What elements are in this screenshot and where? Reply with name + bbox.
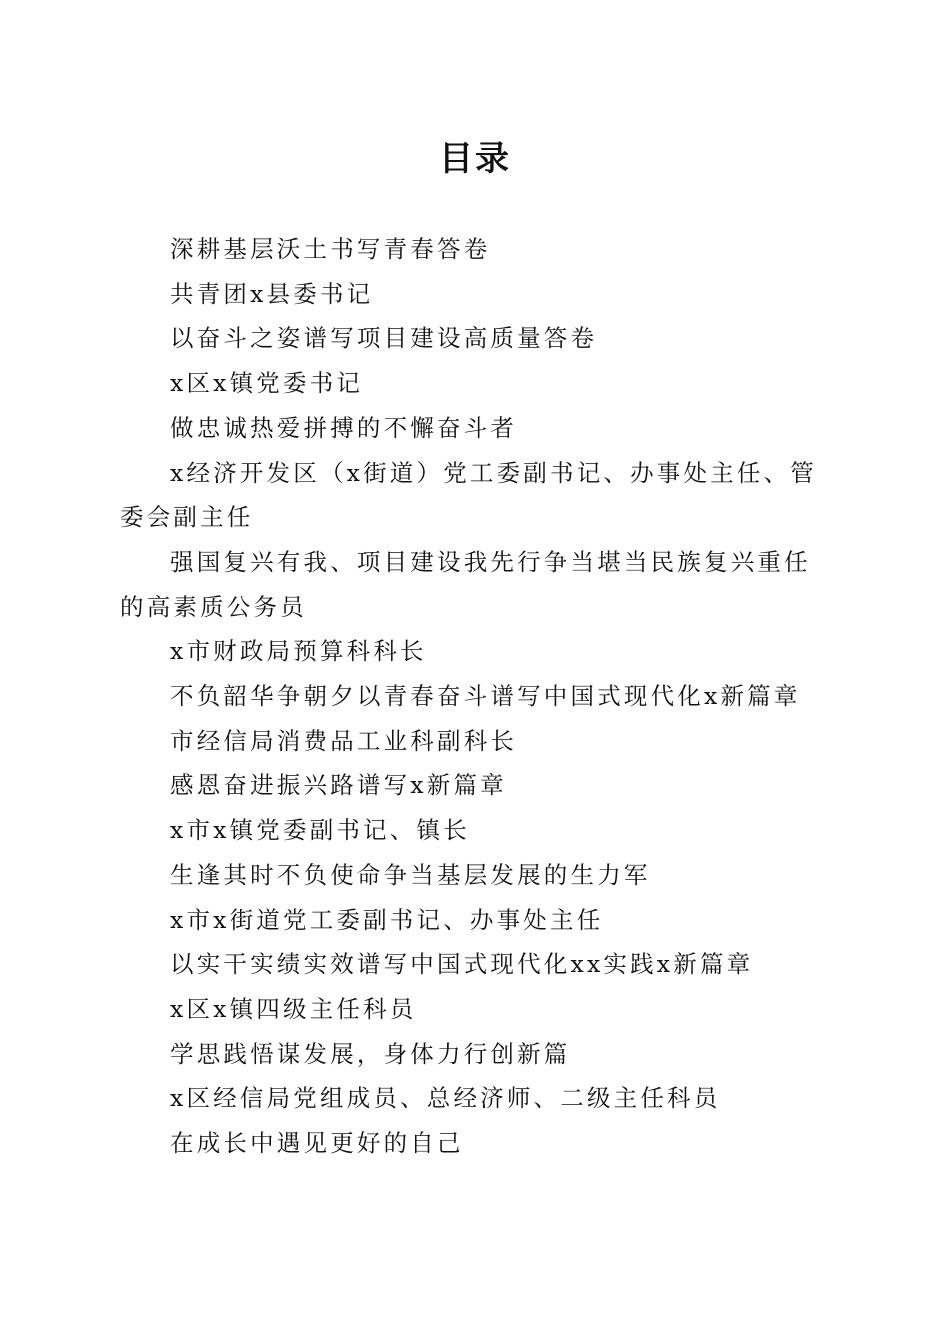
- toc-entry: x市x街道党工委副书记、办事处主任: [170, 905, 604, 934]
- toc-entry: x经济开发区（x街道）党工委副书记、办事处主任、管委会副主任: [120, 458, 818, 532]
- toc-entry: 以奋斗之姿谱写项目建设高质量答卷: [170, 324, 598, 353]
- toc-entry: 不负韶华争朝夕以青春奋斗谱写中国式现代化x新篇章: [170, 682, 801, 711]
- page-title: 目录: [439, 139, 511, 179]
- toc-entry: x市财政局预算科科长: [170, 637, 427, 666]
- toc-entry: 共青团x县委书记: [170, 279, 374, 308]
- toc-entry: 学思践悟谋发展，身体力行创新篇: [170, 1039, 571, 1068]
- toc-entry: x区经信局党组成员、总经济师、二级主任科员: [170, 1084, 721, 1113]
- toc-entry: x区x镇党委书记: [170, 369, 364, 398]
- toc-entry: 深耕基层沃土书写青春答卷: [170, 235, 491, 263]
- toc-entry: 做忠诚热爱拼搏的不懈奋斗者: [170, 413, 518, 442]
- table-of-contents: [120, 227, 830, 1166]
- toc-entry: 感恩奋进振兴路谱写x新篇章: [170, 771, 507, 800]
- toc-entry: 在成长中遇见更好的自己: [170, 1129, 464, 1158]
- toc-entry: x区x镇四级主任科员: [170, 994, 417, 1023]
- toc-entry: 强国复兴有我、项目建设我先行争当堪当民族复兴重任的高素质公务员: [120, 547, 811, 621]
- toc-entry: 市经信局消费品工业科副科长: [170, 726, 518, 755]
- toc-entry: 以实干实绩实效谱写中国式现代化xx实践x新篇章: [170, 950, 754, 979]
- toc-entry: x市x镇党委副书记、镇长: [170, 816, 470, 845]
- toc-entry: 生逢其时不负使命争当基层发展的生力军: [170, 860, 651, 889]
